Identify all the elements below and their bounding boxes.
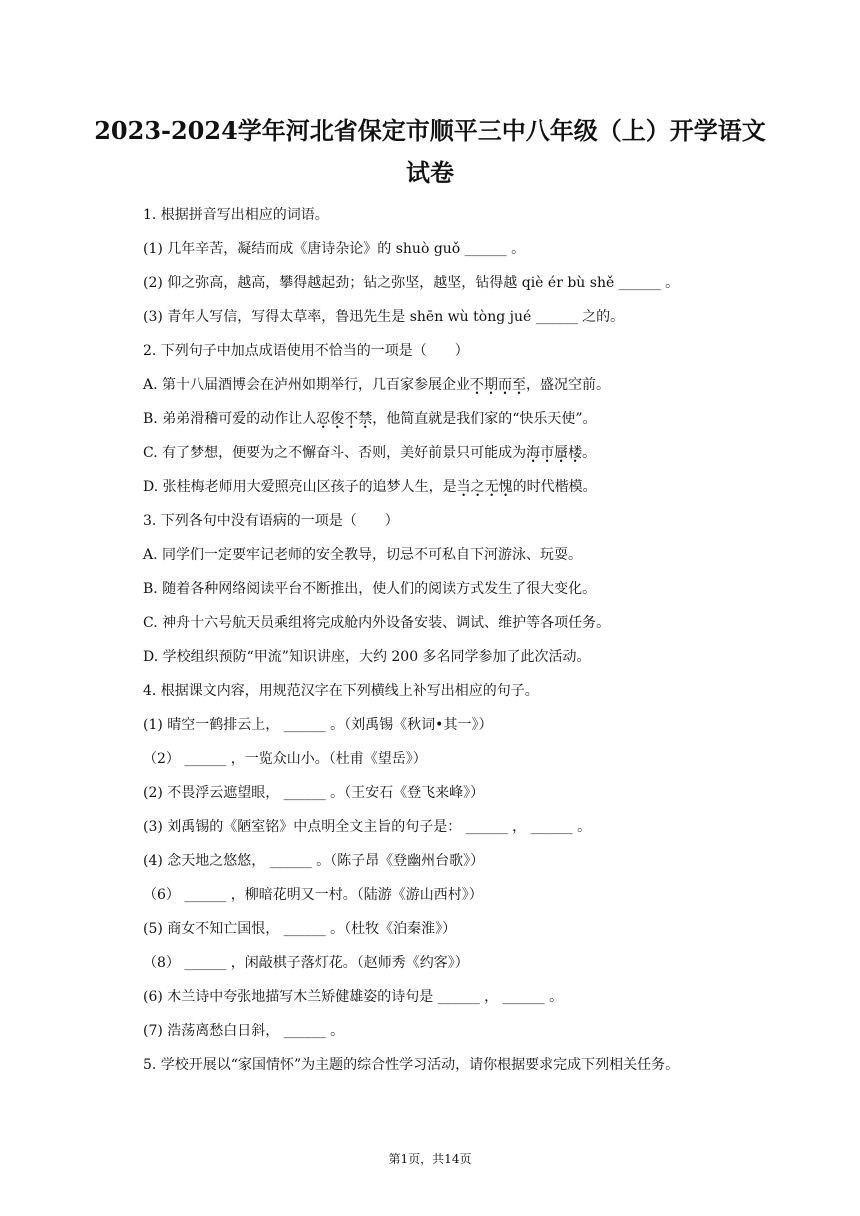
text-line: (5) 商女不知亡国恨， ______ 。（杜牧《泊秦淮》） xyxy=(143,921,457,937)
text-line: A. 第十八届酒博会在泸州如期举行，几百家参展企业不期而至，盛况空前。 xyxy=(143,377,611,393)
emphasized-idiom: 不期而至 xyxy=(470,377,527,393)
text-line: C. 神舟十六号航天员乘组将完成舱内外设备安装、调试、维护等各项任务。 xyxy=(143,615,611,631)
emphasized-idiom: 忍俊不禁 xyxy=(316,411,373,427)
text-line: D. 学校组织预防“甲流”知识讲座，大约 200 多名同学参加了此次活动。 xyxy=(143,649,591,665)
text-line: （6） ______ ，柳暗花明又一村。（陆游《游山西村》） xyxy=(143,887,483,903)
text-line: (1) 几年辛苦，凝结而成《唐诗杂论》的 shuò guǒ ______ 。 xyxy=(143,241,526,257)
text-line: A. 同学们一定要牢记老师的安全教导，切忌不可私自下河游泳、玩耍。 xyxy=(143,547,583,563)
text-line: (4) 念天地之悠悠， ______ 。（陈子昂《登幽州台歌》） xyxy=(143,853,485,869)
emphasized-idiom: 当之无愧 xyxy=(456,479,513,495)
text-line: (2) 仰之弥高，越高，攀得越起劲；钻之弥坚，越坚，钻得越 qiè ér bù shě ______ 。 xyxy=(143,275,680,291)
text-line: B. 弟弟滑稽可爱的动作让人忍俊不禁，他简直就是我们家的“快乐天使”。 xyxy=(143,411,597,427)
text-line: B. 随着各种网络阅读平台不断推出，使人们的阅读方式发生了很大变化。 xyxy=(143,581,597,597)
text-line: 2. 下列句子中加点成语使用不恰当的一项是（ ） xyxy=(143,343,469,359)
document-title: 2023-2024学年河北省保定市顺平三中八年级（上）开学语文试卷 xyxy=(94,116,766,187)
text-line: （2） ______ ，一览众山小。（杜甫《望岳》） xyxy=(143,751,427,767)
text-line: (1) 晴空一鹤排云上， ______ 。（刘禹锡《秋词•其一》） xyxy=(143,717,493,733)
page-footer: 第1页，共14页 xyxy=(388,1152,472,1166)
text-line: 1. 根据拼音写出相应的词语。 xyxy=(143,207,329,223)
text-line: (6) 木兰诗中夸张地描写木兰矫健雄姿的诗句是 ______ ， ______ 。 xyxy=(143,989,564,1005)
text-line: 3. 下列各句中没有语病的一项是（ ） xyxy=(143,513,399,529)
text-line: C. 有了梦想，便要为之不懈奋斗、否则，美好前景只可能成为海市蜃楼。 xyxy=(143,445,597,461)
text-line: 5. 学校开展以“家国情怀”为主题的综合性学习活动，请你根据要求完成下列相关任务。 xyxy=(143,1057,680,1073)
text-line: (3) 刘禹锡的《陋室铭》中点明全文主旨的句子是： ______ ， ______ 。 xyxy=(143,819,592,835)
emphasized-idiom: 海市蜃楼 xyxy=(526,445,583,461)
text-line: （8） ______ ，闲敲棋子落灯花。（赵师秀《约客》） xyxy=(143,955,469,971)
text-line: (2) 不畏浮云遮望眼， ______ 。（王安石《登飞来峰》） xyxy=(143,785,485,801)
text-line: 4. 根据课文内容，用规范汉字在下列横线上补写出相应的句子。 xyxy=(143,683,539,699)
text-line: (3) 青年人写信，写得太草率，鲁迅先生是 shēn wù tòng jué ______ 之的。 xyxy=(143,309,625,325)
text-line: (7) 浩荡离愁白日斜， ______ 。 xyxy=(143,1023,345,1039)
text-line: D. 张桂梅老师用大爱照亮山区孩子的追梦人生，是当之无愧的时代楷模。 xyxy=(143,479,597,495)
